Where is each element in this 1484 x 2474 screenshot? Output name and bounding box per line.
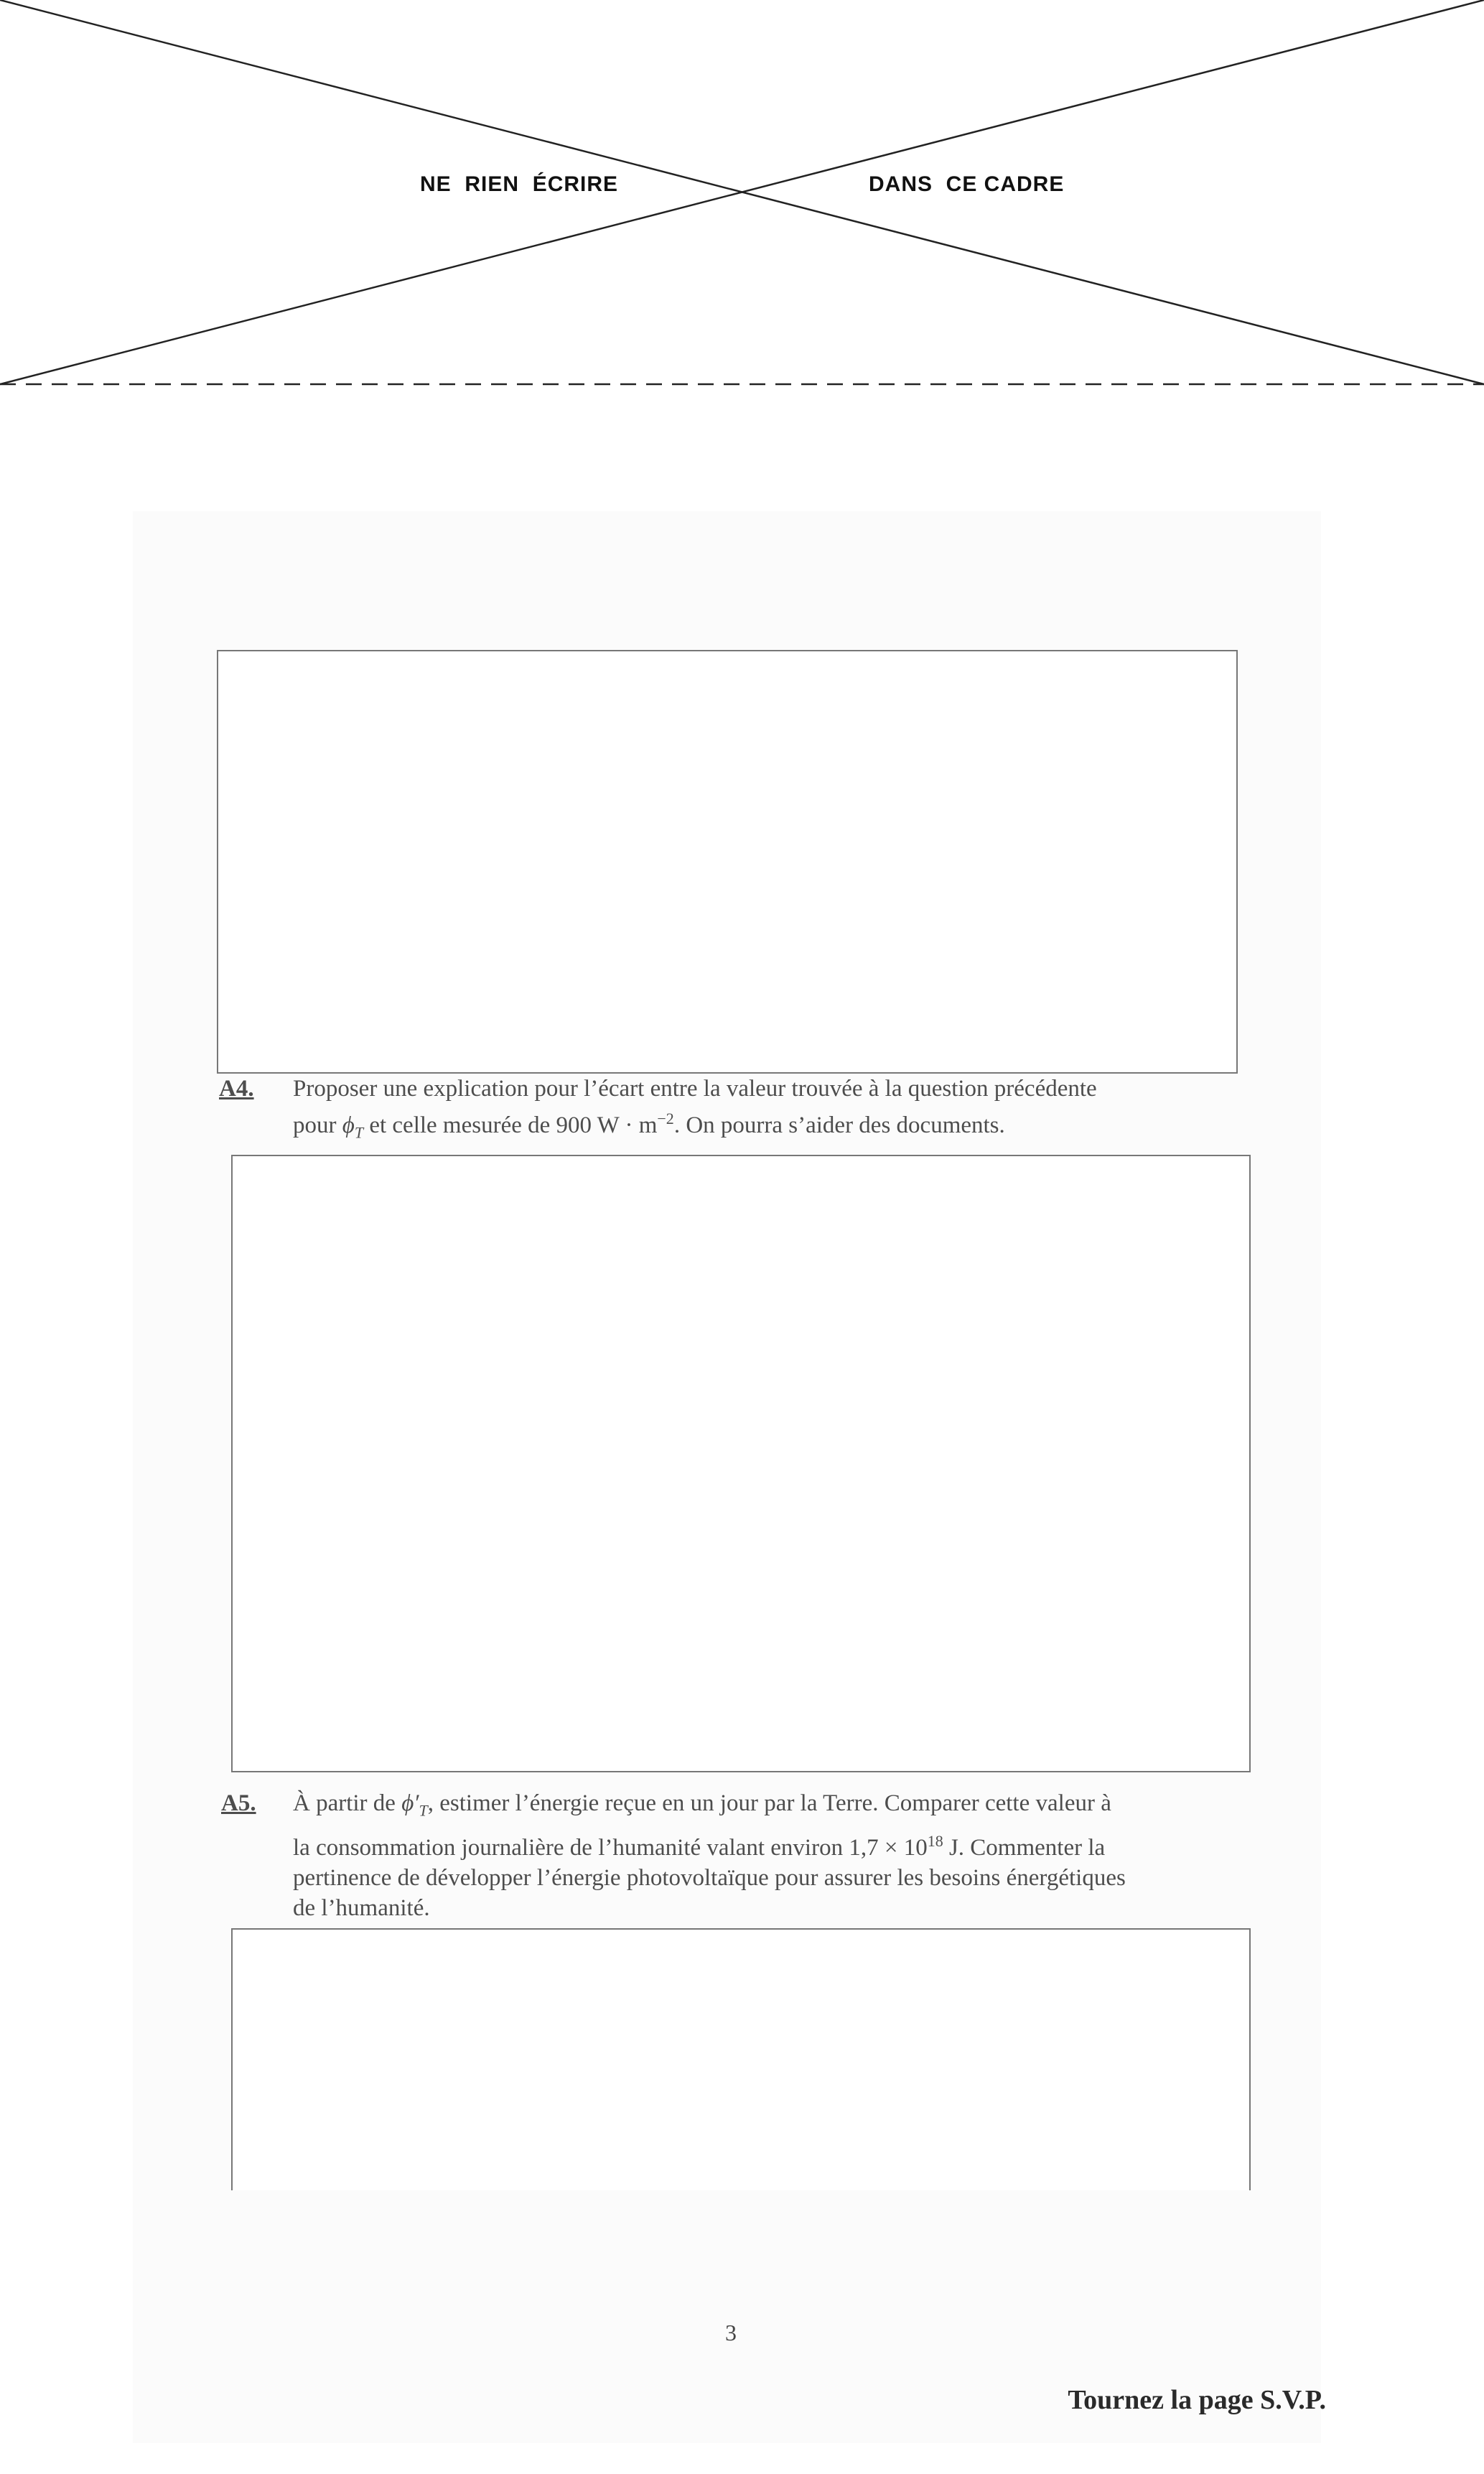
answer-box-a4[interactable]	[231, 1155, 1251, 1772]
question-line: de l’humanité.	[293, 1894, 430, 1921]
question-text	[293, 1074, 1269, 1148]
question-line: pertinence de développer l’énergie photovoltaïque pour assurer les besoins énergétiques	[293, 1864, 1126, 1891]
question-line: À partir de $\phi'_T$, estimer l’énergie reçue en un jour par la Terre. Comparer cette valeur à	[293, 1790, 1111, 1820]
question-line: Proposer une explication pour l’écart entre la valeur trouvée à la question précédente	[293, 1076, 1097, 1102]
question-a4	[219, 1074, 1267, 1142]
question-line: la consommation journalière de l’humanité valant environ $1,7 \times 10^{18}$ J. Commenter la	[293, 1831, 1106, 1861]
page-number: 3	[725, 2320, 737, 2345]
no-write-label-right: DANS CE CADRE	[869, 172, 1065, 196]
no-write-zone-cross	[0, 0, 1484, 388]
question-number: A5.	[221, 1790, 256, 1816]
no-write-label-left: NE RIEN ÉCRIRE	[420, 172, 619, 196]
question-a5	[221, 1788, 1269, 1921]
question-number: A4.	[219, 1076, 254, 1102]
question-line: pour $\phi_T$ et celle mesurée de 900 $W \cdot m^{-2}$. On pourra s’aider des documents.	[293, 1110, 1005, 1142]
answer-box-a5[interactable]	[231, 1928, 1251, 2190]
turn-page-note: Tournez la page S.V.P.	[1068, 2385, 1326, 2415]
question-text	[293, 1788, 1269, 1923]
answer-box-a3[interactable]	[217, 650, 1238, 1074]
